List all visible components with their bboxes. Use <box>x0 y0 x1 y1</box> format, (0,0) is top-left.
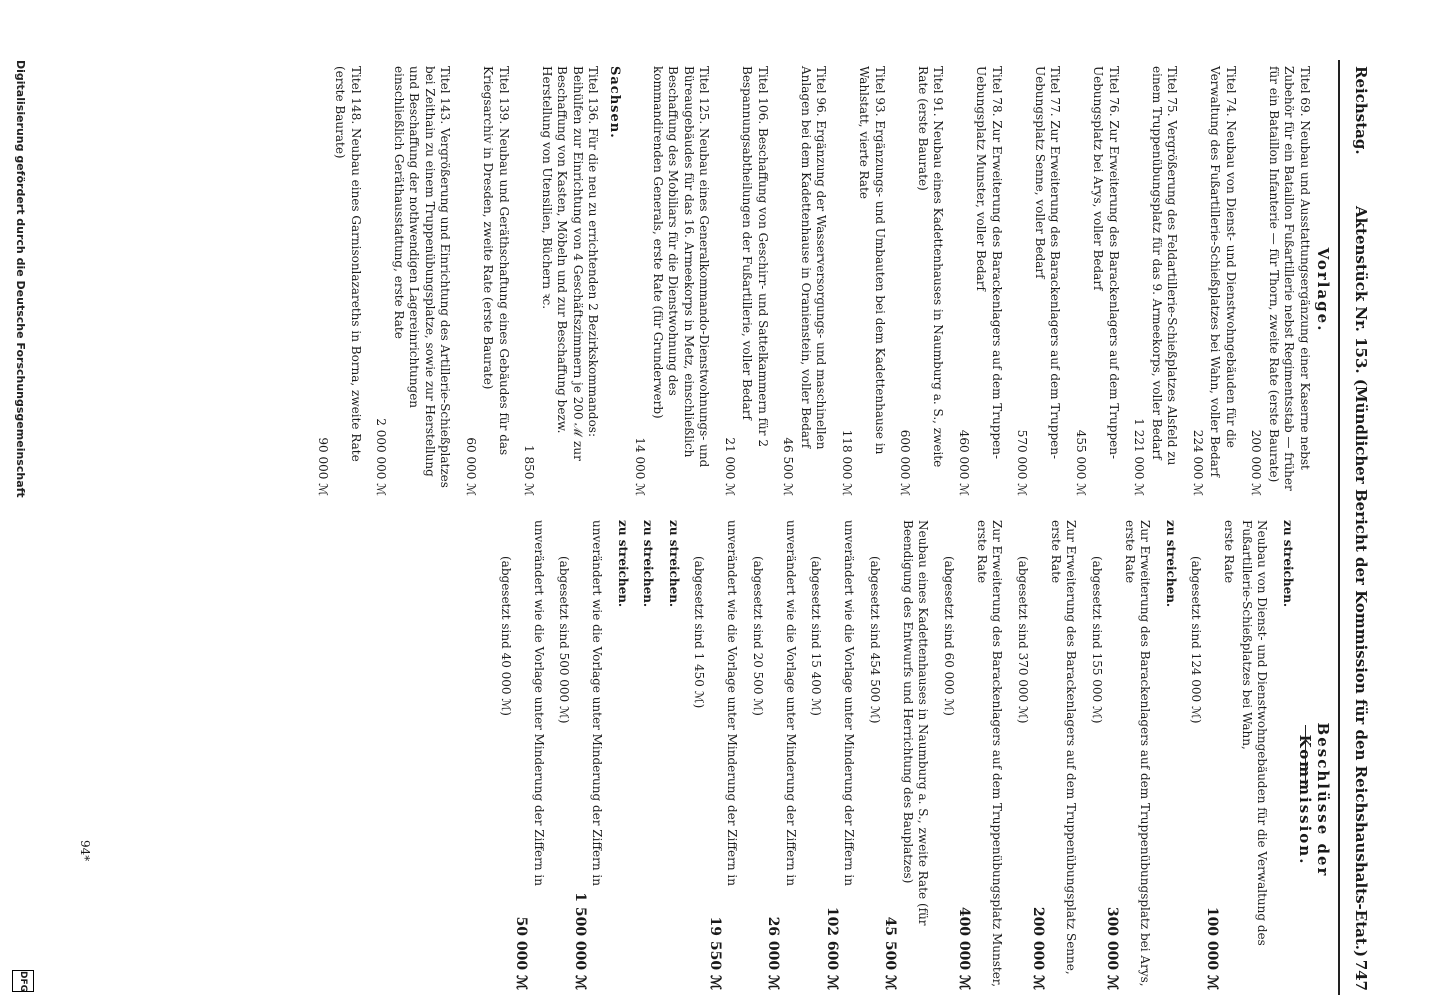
beschluss-item <box>867 520 931 990</box>
vorlage-item-amount: 2 000 000 ℳ <box>374 418 389 496</box>
beschluss-amount: 45 500 ℳ <box>882 916 899 990</box>
strike-decision: zu streichen. <box>667 520 681 608</box>
beschluss-item <box>1089 520 1153 990</box>
vorlage-item-title: Titel 75. Vergrößerung des Feldartillerie-Schießplatzes Alsfeld zu einem Truppenübungsplatz für das 9. Armeekorps, voller Bedarf <box>1150 66 1180 466</box>
beschluss-item <box>615 520 631 990</box>
vorlage-item-amount: 224 000 ℳ <box>1191 429 1205 496</box>
beschluss-amount: 200 000 ℳ <box>1030 906 1047 990</box>
beschluss-amount: 102 600 ℳ <box>824 906 840 990</box>
beschluss-amount: 1 500 000 ℳ <box>572 892 588 990</box>
strike-decision: zu streichen. <box>616 520 630 608</box>
vorlage-item-title: Titel 78. Zur Erweiterung des Barackenlagers auf dem Truppen-Uebungsplatz Munster, voller Bedarf <box>974 66 1004 460</box>
beschluss-note: (abgesetzt sind 500 000 ℳ) <box>557 556 572 724</box>
vorlage-item-title: Titel 148. Neubau eines Garnisonlazareths in Borna, zweite Rate (erste Baurate) <box>333 66 363 462</box>
vorlage-item <box>780 66 829 496</box>
vorlage-item-amount: 118 000 ℳ <box>840 429 854 496</box>
beschluss-text: Neubau von Dienst- und Dienstwohngebäuden für die Verwaltung des Fußartillerie-Schießplatzes bei Wahn, <box>1240 520 1270 946</box>
beschluss-text: Neubau eines Kadettenhauses in Naumburg a. S., zweite Rate (für Beendigung des Entwurfs und Herrichtung des Bauplatzes) <box>901 520 931 926</box>
beschluss-text: Zur Erweiterung des Barackenlagers auf dem Truppenübungsplatz Munster, erste Rate <box>975 520 1005 988</box>
vorlage-item-title: Titel 77. Zur Erweiterung des Barackenlagers auf dem Truppen-Uebungsplatz Senne, voller Bedarf <box>1033 66 1063 460</box>
beschluss-text: Zur Erweiterung des Barackenlagers auf dem Truppenübungsplatz Senne, erste Rate <box>1049 520 1079 975</box>
vorlage-item-title: Titel 69. Neubau und Ausstattungsergänzung einer Kaserne nebst Zubehör für ein Bataillon Fußartillerie nebst Regimentsstab — früher für ein Bataillon Infanterie — für Thorn, zweite Rate (erste Baurate) <box>1267 66 1312 491</box>
page-header <box>1348 66 1370 991</box>
beschluss-note: (abgesetzt sind 1 450 ℳ) <box>692 556 707 709</box>
beschluss-amount: 19 550 ℳ <box>707 916 723 990</box>
digitization-credit: Digitalisierung gefördert durch die Deutsche Forschungsgemeinschaft <box>14 60 27 498</box>
beschluss-note: (abgesetzt sind 20 500 ℳ) <box>751 556 765 716</box>
vorlage-item <box>463 66 512 496</box>
section-heading: Sachsen. <box>607 66 622 139</box>
beschluss-note: (abgesetzt sind 15 400 ℳ) <box>809 556 824 716</box>
vorlage-item-amount: 46 500 ℳ <box>781 437 796 496</box>
beschluss-item <box>691 520 740 990</box>
vorlage-item-amount: 200 000 ℳ <box>1249 429 1264 496</box>
beschluss-text: unverändert wie die Vorlage unter Minderung der Ziffern in <box>784 520 798 886</box>
vorlage-item <box>373 66 453 496</box>
dfg-logo: DFG <box>12 970 34 992</box>
vorlage-item <box>722 66 771 496</box>
vorlage-item-title: Titel 96. Ergänzung der Wasserversorgungs- und maschinellen Anlagen bei dem Kadettenhause in Oranienstein, voller Bedarf <box>799 66 829 450</box>
vorlage-item-amount: 60 000 ℳ <box>464 437 478 496</box>
vorlage-item <box>1014 66 1063 496</box>
vorlage-item-amount: 455 000 ℳ <box>1074 429 1088 496</box>
beschluss-item <box>640 520 656 990</box>
beschluss-item <box>1280 520 1296 990</box>
beschluss-item <box>750 520 799 990</box>
beschluss-amount: 100 000 ℳ <box>1204 906 1220 990</box>
right-column <box>488 520 1313 990</box>
beschluss-note: (abgesetzt sind 370 000 ℳ) <box>1016 556 1030 724</box>
beschluss-item <box>941 520 1005 990</box>
strike-decision: zu streichen. <box>641 520 656 608</box>
header-rule <box>1338 60 1340 995</box>
strike-decision: zu streichen. <box>1281 520 1295 608</box>
beschluss-item <box>808 520 857 990</box>
beschluss-text: unverändert wie die Vorlage unter Minderung der Ziffern in <box>590 520 605 886</box>
vorlage-item <box>315 66 364 496</box>
beschluss-text: unverändert wie die Vorlage unter Minderung der Ziffern in <box>725 520 740 886</box>
left-column-heading: Vorlage. <box>1314 247 1332 333</box>
beschluss-note: (abgesetzt sind 124 000 ℳ) <box>1189 556 1204 724</box>
vorlage-item-title: Titel 76. Zur Erweiterung des Barackenlagers auf dem Truppen-Uebungsplatz bei Arys, voller Bedarf <box>1091 66 1121 460</box>
beschluss-item <box>666 520 682 990</box>
vorlage-item-title: Titel 74. Neubau von Dienst- und Dienstwohngebäuden für die Verwaltung des Fußartillerie-Schießplatzes bei Wahn, voller Bedarf <box>1208 66 1238 478</box>
vorlage-item <box>1248 66 1312 496</box>
vorlage-item <box>956 66 1005 496</box>
beschluss-item <box>1015 520 1079 990</box>
vorlage-item-amount: 1 850 ℳ <box>522 445 537 496</box>
vorlage-item-amount: 14 000 ℳ <box>633 437 648 496</box>
vorlage-item <box>521 66 601 496</box>
vorlage-item <box>839 66 888 496</box>
header-left: Reichstag. <box>1352 66 1370 155</box>
beschluss-amount: 400 000 ℳ <box>956 906 973 990</box>
vorlage-item-amount: 21 000 ℳ <box>723 437 737 496</box>
vorlage-item-amount: 1 221 000 ℳ <box>1132 418 1147 496</box>
beschluss-text: Zur Erweiterung des Barackenlagers auf dem Truppenübungsplatz bei Arys, erste Rate <box>1123 520 1153 987</box>
vorlage-item-title: Titel 139. Neubau und Geräthschaftung eines Gebäudes für das Kriegsarchiv in Dresden, zweite Rate (erste Baurate) <box>481 66 511 456</box>
beschluss-item <box>1163 520 1179 990</box>
vorlage-item-amount: 570 000 ℳ <box>1015 429 1030 496</box>
beschluss-text: unverändert wie die Vorlage unter Minderung der Ziffern in <box>532 520 546 886</box>
beschluss-note: (abgesetzt sind 40 000 ℳ) <box>499 556 513 716</box>
vorlage-item <box>1073 66 1122 496</box>
header-page-number: 747 <box>1352 959 1370 991</box>
beschluss-note: (abgesetzt sind 155 000 ℳ) <box>1090 556 1104 724</box>
vorlage-item <box>1131 66 1180 496</box>
vorlage-item-title: Titel 136. Für die neu zu errichtenden 2 Bezirkskommandos: Beihülfen zur Einrichtung von 4 Geschäftszimmern je 200 ℳ zur Beschaffung von Kasten, Möbeln und zur Beschaffung bezw. Herstellung von Utensilien, Büchern ꝛc. <box>540 66 601 461</box>
page-mark: 94* <box>78 840 92 862</box>
beschluss-item <box>498 520 547 990</box>
beschluss-note: (abgesetzt sind 60 000 ℳ) <box>942 556 956 716</box>
beschluss-item <box>556 520 605 990</box>
beschluss-amount: 26 000 ℳ <box>765 916 782 990</box>
right-column-heading: Beschlüsse der Kommission. <box>1296 722 1332 878</box>
beschluss-amount: 50 000 ℳ <box>513 916 530 990</box>
beschluss-amount: 300 000 ℳ <box>1104 906 1121 990</box>
vorlage-item-title: Titel 93. Ergänzungs- und Umbauten bei dem Kadettenhause in Wahlstatt, vierte Rate <box>857 66 887 455</box>
vorlage-item <box>897 66 946 496</box>
vorlage-item-amount: 600 000 ℳ <box>898 429 913 496</box>
vorlage-item <box>1190 66 1239 496</box>
strike-decision: zu streichen. <box>1164 520 1178 608</box>
vorlage-item-title: Titel 143. Vergrößerung und Einrichtung des Artillerie-Schießplatzes bei Zeithain zu einem Truppenübungsplatze, sowie zur Herstellung und Beschaffung der nothwendigen Lagereinrichtungen einschließlich Geräthausstattung, erste Rate <box>392 66 453 488</box>
beschluss-note: (abgesetzt sind 454 500 ℳ) <box>868 556 882 724</box>
beschluss-item <box>1188 520 1270 990</box>
vorlage-item-title: Titel 91. Neubau eines Kadettenhauses in Naumburg a. S., zweite Rate (erste Baurate) <box>916 66 946 468</box>
left-column <box>305 66 1313 496</box>
beschluss-text: erste Rate <box>1222 520 1237 584</box>
vorlage-item-title: Titel 106. Beschaffung von Geschirr- und Sattelkammern für 2 Bespannungsabtheilungen der Fußartillerie, voller Bedarf <box>740 66 770 447</box>
beschluss-text: unverändert wie die Vorlage unter Minderung der Ziffern in <box>842 520 857 886</box>
vorlage-item <box>632 66 712 496</box>
vorlage-item-amount: 460 000 ℳ <box>957 429 971 496</box>
vorlage-item-title: Titel 125. Neubau eines Generalkommando-Dienstwohnungs- und Büreaugebäudes für das 16. Armeekorps in Metz, einschließlich Beschaffung des Mobiliars für die Dienstwohnung des kommandirenden Generals, erste Rate (für Grunderwerb) <box>651 66 712 468</box>
vorlage-item-amount: 90 000 ℳ <box>316 437 330 496</box>
heading-rule <box>1305 725 1306 785</box>
header-center: Aktenstück Nr. 153. (Mündlicher Bericht der Kommission für den Reichshaushalts-Etat.) <box>1352 206 1370 958</box>
